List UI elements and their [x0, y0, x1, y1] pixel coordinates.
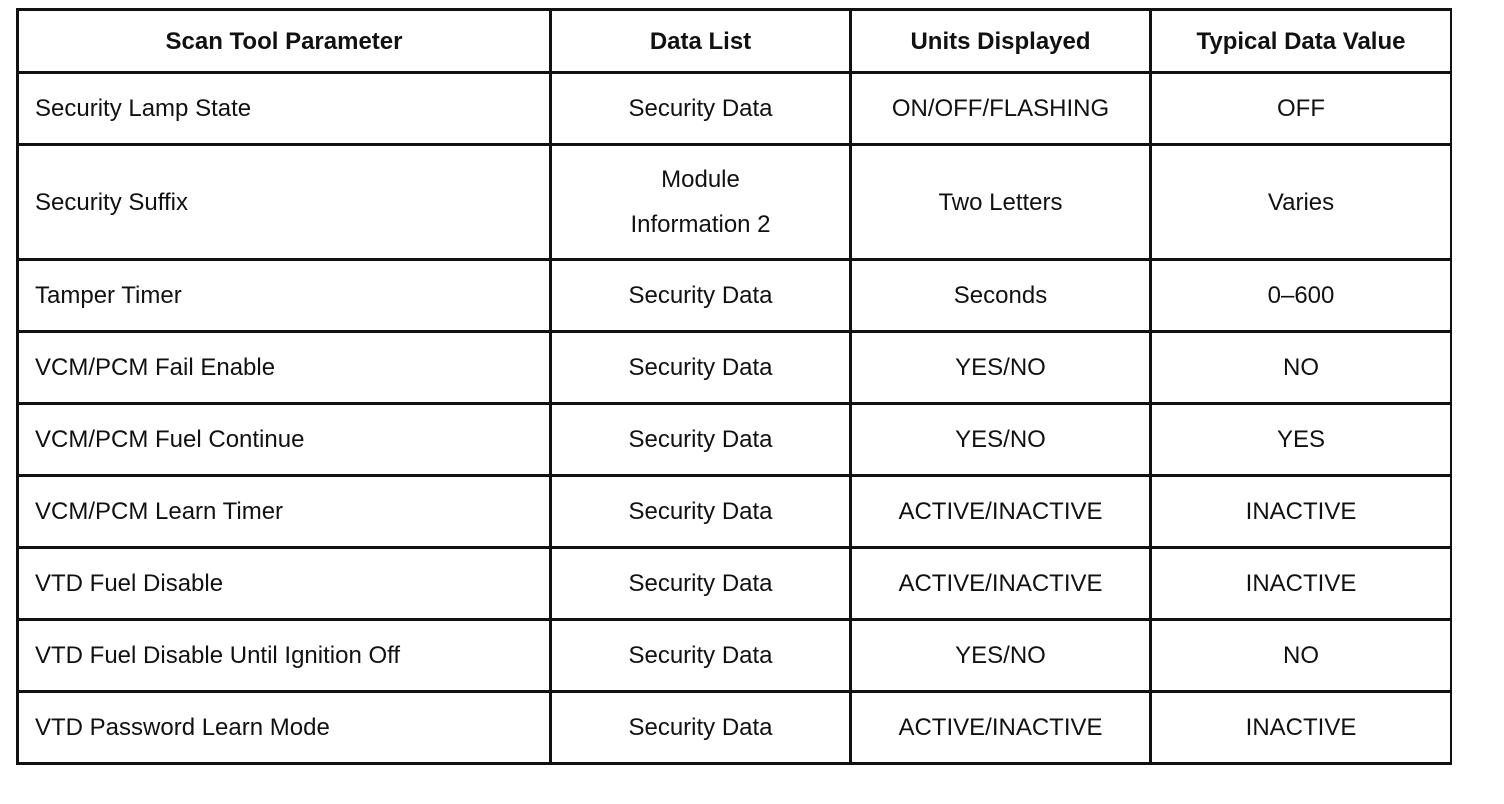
cell-units: ACTIVE/INACTIVE: [851, 476, 1151, 548]
header-data-list: Data List: [551, 10, 851, 73]
cell-typical: NO: [1151, 620, 1452, 692]
cell-units: YES/NO: [851, 620, 1151, 692]
cell-parameter: VCM/PCM Fuel Continue: [18, 404, 551, 476]
cell-parameter: Security Lamp State: [18, 73, 551, 145]
cell-typical: Varies: [1151, 145, 1452, 260]
cell-typical: OFF: [1151, 73, 1452, 145]
cell-data-list: Security Data: [551, 260, 851, 332]
cell-data-list: Security Data: [551, 692, 851, 764]
scan-tool-data-table: [16, 8, 1452, 765]
table-header-row: [18, 10, 1452, 73]
cell-typical: INACTIVE: [1151, 476, 1452, 548]
header-typical-data-value: Typical Data Value: [1151, 10, 1452, 73]
cell-units: ACTIVE/INACTIVE: [851, 692, 1151, 764]
cell-data-list: Security Data: [551, 476, 851, 548]
cell-typical: YES: [1151, 404, 1452, 476]
cell-typical: NO: [1151, 332, 1452, 404]
cell-data-list: Security Data: [551, 620, 851, 692]
cell-units: Two Letters: [851, 145, 1151, 260]
cell-parameter: VCM/PCM Fail Enable: [18, 332, 551, 404]
table-row: [18, 620, 1452, 692]
cell-parameter: VCM/PCM Learn Timer: [18, 476, 551, 548]
cell-parameter: Tamper Timer: [18, 260, 551, 332]
cell-data-list: Security Data: [551, 404, 851, 476]
cell-parameter: VTD Fuel Disable Until Ignition Off: [18, 620, 551, 692]
cell-typical: INACTIVE: [1151, 548, 1452, 620]
table-row: [18, 332, 1452, 404]
cell-data-list: Security Data: [551, 548, 851, 620]
header-scan-tool-parameter: Scan Tool Parameter: [18, 10, 551, 73]
cell-parameter: VTD Fuel Disable: [18, 548, 551, 620]
cell-typical: INACTIVE: [1151, 692, 1452, 764]
table-row: [18, 692, 1452, 764]
table-row: [18, 145, 1452, 260]
table-row: [18, 73, 1452, 145]
cell-units: ON/OFF/FLASHING: [851, 73, 1151, 145]
table-row: [18, 548, 1452, 620]
cell-data-list: [551, 145, 851, 260]
cell-typical: 0–600: [1151, 260, 1452, 332]
document-page: [16, 8, 1452, 804]
cell-parameter: Security Suffix: [18, 145, 551, 260]
cell-data-list: Security Data: [551, 73, 851, 145]
cell-units: ACTIVE/INACTIVE: [851, 548, 1151, 620]
table-row: [18, 404, 1452, 476]
cell-units: YES/NO: [851, 332, 1151, 404]
cell-units: YES/NO: [851, 404, 1151, 476]
cell-data-list: Security Data: [551, 332, 851, 404]
cell-units: Seconds: [851, 260, 1151, 332]
header-units-displayed: Units Displayed: [851, 10, 1151, 73]
table-row: [18, 476, 1452, 548]
cell-data-list-text: Module Information 2: [630, 166, 771, 238]
table-row: [18, 260, 1452, 332]
cell-parameter: VTD Password Learn Mode: [18, 692, 551, 764]
